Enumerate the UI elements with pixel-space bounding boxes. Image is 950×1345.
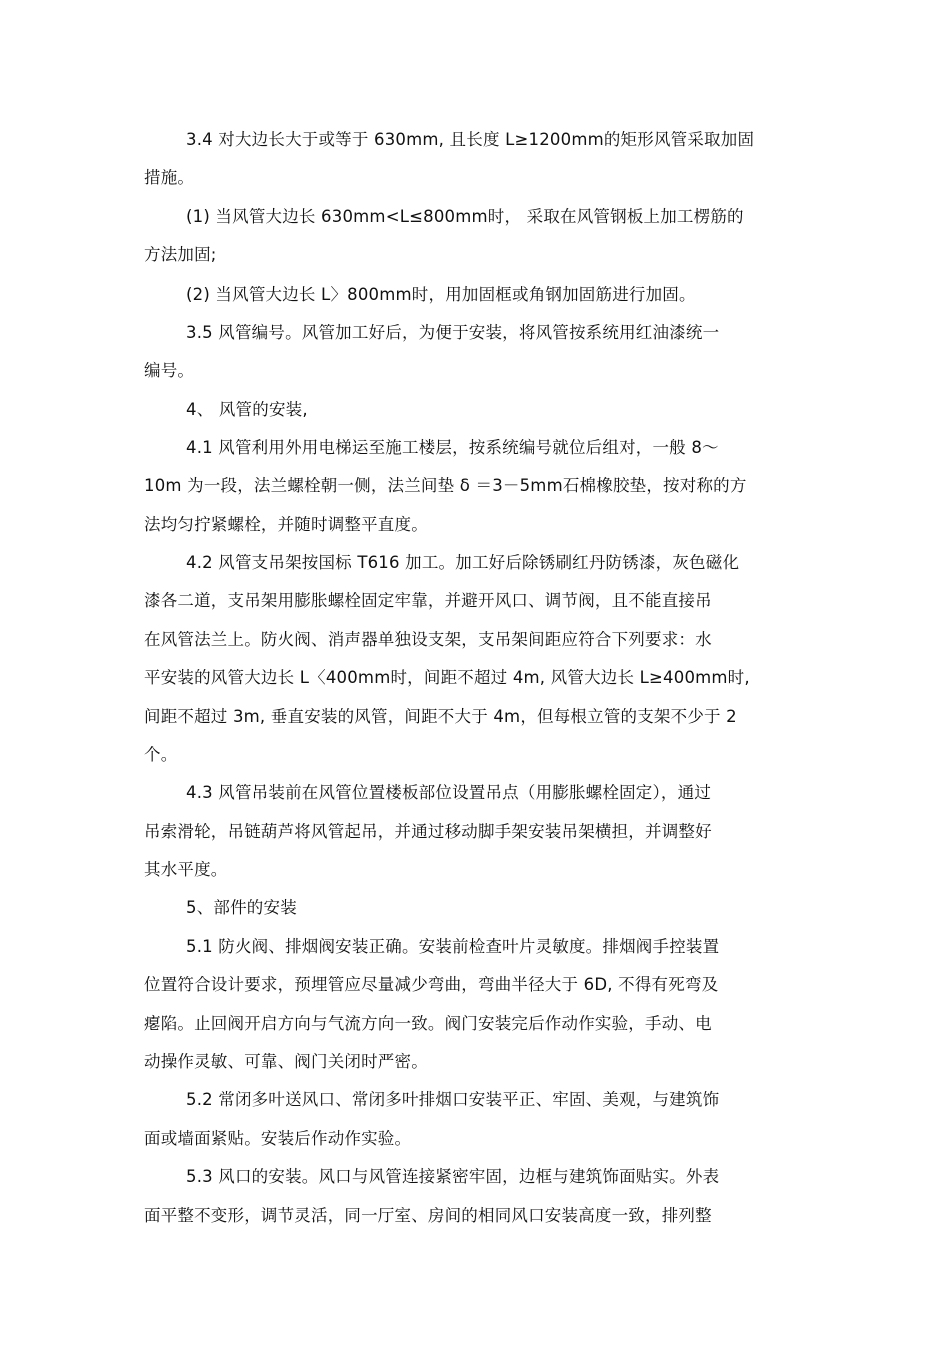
para-4-3-line: 4.3 风管吊装前在风管位置楼板部位设置吊点（用膨胀螺栓固定），通过: [186, 783, 712, 802]
section-5-heading: 5、部件的安装: [186, 898, 297, 917]
para-3-4-line: 3.4 对大边长大于或等于 630mm, 且长度 L≥1200mm的矩形风管采取加固: [186, 130, 755, 149]
para-4-1-line: 4.1 风管利用外用电梯运至施工楼层，按系统编号就位后组对，一般 8～: [186, 438, 719, 457]
para-4-1-line: 法均匀拧紧螺栓，并随时调整平直度。: [144, 515, 428, 534]
para-4-3-line: 吊索滑轮，吊链葫芦将风管起吊，并通过移动脚手架安装吊架横担，并调整好: [144, 822, 712, 841]
para-4-2-line: 漆各二道，支吊架用膨胀螺栓固定牢靠，并避开风口、调节阀，且不能直接吊: [144, 591, 712, 610]
para-4-2-line: 个。: [144, 745, 178, 764]
para-4-2-line: 在风管法兰上。防火阀、消声器单独设支架，支吊架间距应符合下列要求：水: [144, 630, 712, 649]
para-3-5-line: 编号。: [144, 361, 195, 380]
para-5-3-line: 5.3 风口的安装。风口与风管连接紧密牢固，边框与建筑饰面贴实。外表: [186, 1167, 720, 1186]
para-3-5-line: 3.5 风管编号。风管加工好后，为便于安装，将风管按系统用红油漆统一: [186, 323, 720, 342]
para-3-4-line: 措施。: [144, 168, 195, 187]
item-2-line: (2) 当风管大边长 L〉800mm时，用加固框或角钢加固筋进行加固。: [186, 285, 696, 304]
para-5-1-line: 位置符合设计要求，预埋管应尽量减少弯曲，弯曲半径大于 6D, 不得有死弯及: [144, 975, 719, 994]
para-5-3-line: 面平整不变形，调节灵活，同一厅室、房间的相同风口安装高度一致，排列整: [144, 1206, 712, 1225]
para-5-1-line: 瘪陷。止回阀开启方向与气流方向一致。阀门安装完后作动作实验，手动、电: [144, 1014, 712, 1033]
section-4-heading: 4、 风管的安装,: [186, 400, 308, 419]
para-4-2-line: 4.2 风管支吊架按国标 T616 加工。加工好后除锈刷红丹防锈漆，灰色磁化: [186, 553, 740, 572]
para-5-2-line: 面或墙面紧贴。安装后作动作实验。: [144, 1129, 412, 1148]
para-5-1-line: 动操作灵敏、可靠、阀门关闭时严密。: [144, 1052, 428, 1071]
para-5-2-line: 5.2 常闭多叶送风口、常闭多叶排烟口安装平正、牢固、美观，与建筑饰: [186, 1090, 720, 1109]
para-4-3-line: 其水平度。: [144, 860, 228, 879]
para-5-1-line: 5.1 防火阀、排烟阀安装正确。安装前检查叶片灵敏度。排烟阀手控装置: [186, 937, 720, 956]
item-1-line: (1) 当风管大边长 630mm<L≤800mm时， 采取在风管钢板上加工楞筋的: [186, 207, 744, 226]
para-4-2-line: 间距不超过 3m, 垂直安装的风管，间距不大于 4m，但每根立管的支架不少于 2: [144, 707, 737, 726]
para-4-1-line: 10m 为一段，法兰螺栓朝一侧，法兰间垫 δ ＝3－5mm石棉橡胶垫，按对称的方: [144, 476, 747, 495]
item-1-line: 方法加固;: [144, 245, 217, 264]
para-4-2-line: 平安装的风管大边长 L〈400mm时，间距不超过 4m, 风管大边长 L≥400mm时,: [144, 668, 750, 687]
